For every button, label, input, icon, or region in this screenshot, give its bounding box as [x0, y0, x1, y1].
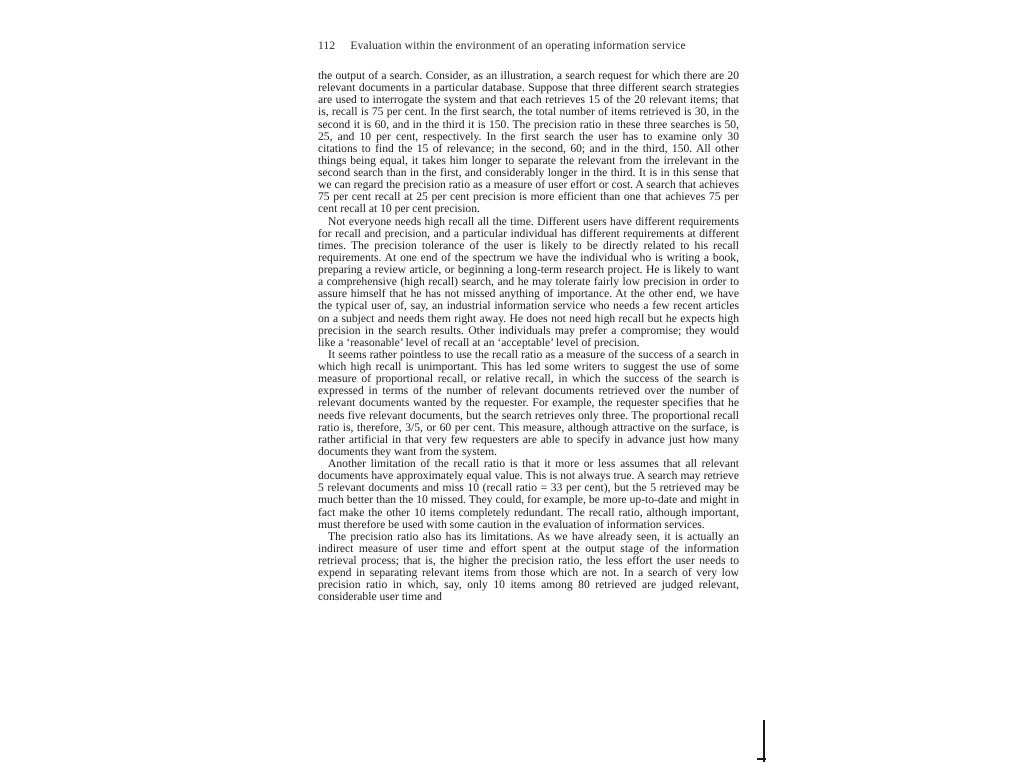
paragraph-user-requirements: Not everyone needs high recall all the time. Different users have different requirements for recall and precision, and a particular individual has different requirements at different times. The precision tolerance of the user is likely to be directly related to his recall requirements. At one end of the spectrum we have the individual who is writing a book, preparing a review article, or beginning a long-term research project. He is likely to want a comprehensive (high recall) search, and he may tolerate fairly low precision in order to assure himself that he has not missed anything of importance. At the other end, we have the typical user of, say, an industrial information service who needs a few recent articles on a subject and needs them right away. He does not need high recall but he expects high precision in the search results. Other individuals may prefer a compromise; they would like a ‘reasonable’ level of recall at an ‘acceptable’ level of precision.: [318, 214, 739, 349]
running-title: Evaluation within the environment of an operating information service: [350, 40, 686, 52]
paragraph-precision-limitation: The precision ratio also has its limitations. As we have already seen, it is actually an indirect measure of user time and effort spent at the output stage of the information retrieval process; that is, the higher the precision ratio, the less effort the user needs to expend in separating relevant items from those which are not. In a search of very low precision ratio in which, say, only 10 items among 80 retrieved are judged relevant, considerable user time and: [318, 529, 739, 604]
scan-margin-mark-foot: [757, 758, 766, 760]
body-text: [318, 70, 739, 604]
page-number: 112: [318, 40, 336, 52]
paragraph-continued: the output of a search. Consider, as an illustration, a search request for which there are 20 relevant documents in a particular database. Suppose that three different search strategies are used to interrogate the system and that each retrieves 15 of the 20 relevant items; that is, recall is 75 per cent. In the first search, the total number of items retrieved is 30, in the second it is 60, and in the third it is 150. The precision ratio in these three searches is 50, 25, and 10 per cent, respectively. In the first search the user has to examine only 30 citations to find the 15 of relevance; in the second, 60; and in the third, 150. All other things being equal, it takes him longer to separate the relevant from the irrelevant in the second search than in the first, and considerably longer in the third. It is in this sense that we can regard the precision ratio as a measure of user effort or cost. A search that achieves 75 per cent recall at 25 per cent precision is more efficient than one that achieves 75 per cent recall at 10 per cent precision.: [318, 69, 739, 216]
running-header: [318, 40, 758, 52]
paragraph-recall-limitation: Another limitation of the recall ratio is that it more or less assumes that all relevant documents have approximately equal value. This is not always true. A search may retrieve 5 relevant documents and miss 10 (recall ratio = 33 per cent), but the 5 retrieved may be much better than the 10 missed. They could, for example, be more up-to-date and might in fact make the other 10 items completely redundant. The recall ratio, although important, must therefore be used with some caution in the evaluation of information services.: [318, 457, 739, 531]
scan-margin-mark: [763, 720, 765, 762]
paragraph-proportional-recall: It seems rather pointless to use the recall ratio as a measure of the success of a search in which high recall is unimportant. This has led some writers to suggest the use of some measure of proportional recall, or relative recall, in which the success of the search is expressed in terms of the number of relevant documents retrieved over the number of relevant documents wanted by the requester. For example, the requester specifies that he needs five relevant documents, but the search retrieves only three. The proportional recall ratio is, therefore, 3/5, or 60 per cent. This measure, although attractive on the surface, is rather artificial in that very few requesters are able to specify in advance just how many documents they want from the system.: [318, 347, 739, 458]
